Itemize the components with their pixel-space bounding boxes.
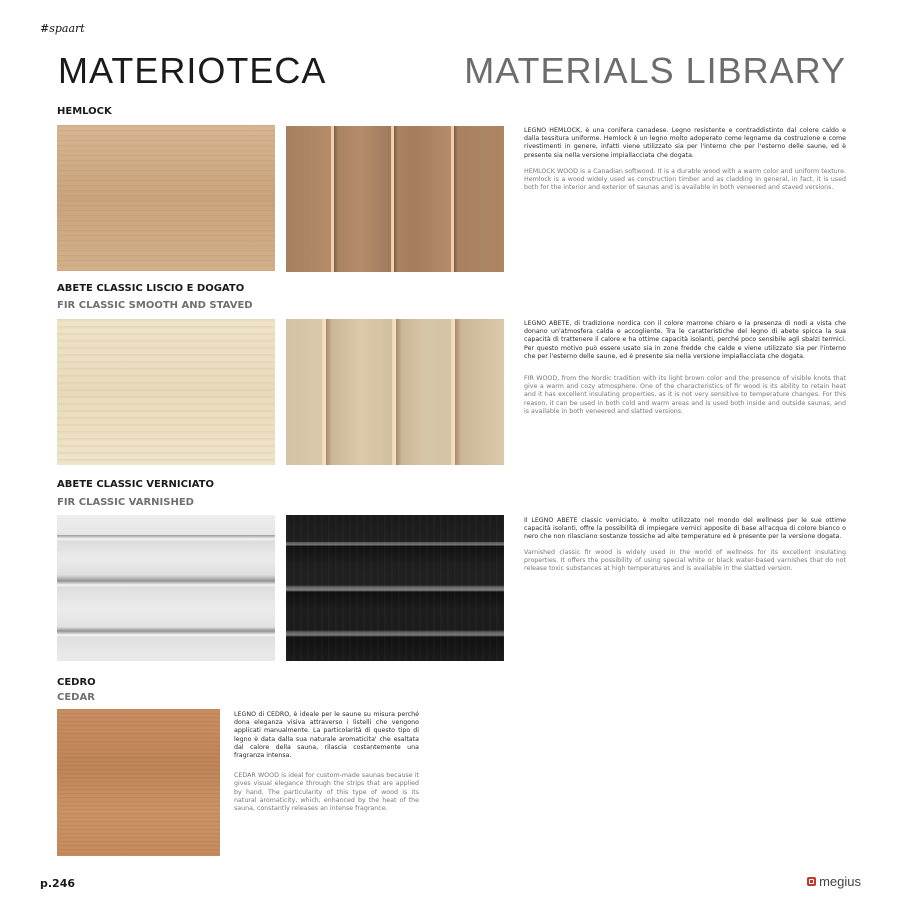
fir-varnished-description — [524, 517, 846, 573]
section-title-fir-classic: ABETE CLASSIC LISCIO E DOGATO — [57, 283, 245, 294]
section-title-hemlock: HEMLOCK — [57, 106, 112, 117]
page-title-italian: MATERIOTECA — [58, 50, 327, 91]
hemlock-smooth-swatch — [57, 125, 275, 271]
cedar-description-english: CEDAR WOOD is ideal for custom-made saunas because it gives visual elegance through the strips that are applied by hand. The particularity of this type of wood is its natural aromaticity, which, enhanced by the heat of the sauna, constantly releases an intense fragrance. — [234, 772, 419, 813]
page-title-english: MATERIALS LIBRARY — [464, 50, 846, 91]
section-subtitle-fir-classic: FIR CLASSIC SMOOTH AND STAVED — [57, 300, 253, 311]
hemlock-staved-swatch — [286, 126, 504, 272]
fir-classic-description-english: FIR WOOD, from the Nordic tradition with its light brown color and the presence of visible knots that give a warm and cozy atmosphere. One of the characteristics of fir wood is its ability to retain heat and it has excellent insulating properties, as it is not very sensitive to temperature changes. For this reason, it can be used in both cold and warm areas and is used both inside and outside saunas, and is available in both veneered and slatted versions. — [524, 375, 846, 415]
hemlock-description — [524, 127, 846, 192]
fir-varnished-description-english: Varnished classic fir wood is widely used in the world of wellness for its excellent insulating properties. It offers the possibility of using special white or black water-based varnishes that do not release toxic substances at high temperatures and is available in the slatted version. — [524, 548, 846, 573]
fir-staved-swatch — [286, 319, 504, 465]
hemlock-description-english: HEMLOCK WOOD is a Canadian softwood. It is a durable wood with a warm color and uniform texture. Hemlock is a wood widely used as construction timber and as cladding in general, in fact, it is used both for the interior and exterior of saunas and is available in both veneered and staved versions. — [524, 167, 846, 192]
section-subtitle-fir-varnished: FIR CLASSIC VARNISHED — [57, 497, 194, 508]
fir-smooth-swatch — [57, 319, 275, 465]
cedar-swatch — [57, 709, 220, 856]
fir-black-varnished-swatch — [286, 515, 504, 661]
fir-classic-description — [524, 320, 846, 416]
cedar-description-italian: LEGNO di CEDRO, è ideale per le saune su misura perché dona eleganza visiva attraverso i listelli che vengono applicati manualmente. La particolarità di questo tipo di legno è data dalla sua naturale aromaticita' che esaltata dal calore della sauna, rilascia costantemente una fragranza intensa. — [234, 711, 419, 760]
fir-varnished-description-italian: Il LEGNO ABETE classic verniciato, è molto utilizzato nel mondo del wellness per le sue ottime capacità isolanti, offre la possibilità di impiegare vernici apposite di base all'acqua di colore bianco o nero che non rilasciano sostanze tossiche ad alte temperature ed è presente per la versione dogata. — [524, 517, 846, 541]
page-number: p.246 — [40, 877, 76, 890]
section-title-cedar: CEDRO — [57, 677, 96, 688]
megius-logo-text: megius — [819, 874, 861, 889]
fir-classic-description-italian: LEGNO ABETE, di tradizione nordica con il colore marrone chiaro e la presenza di nodi a vista che donano un'atmosfera calda e accogliente. Tra le caratteristiche del legno di abete spicca la sua capacità di trattenere il calore e ha ottime capacità isolanti, perché poco sensibile agli sbalzi termici. Per questo motivo può essere usato sia in zone fredde che calde e viene utilizzato sia per l'interno che per l'esterno delle saune, ed è presente sia nella versione impiallacciata che dogata. — [524, 320, 846, 360]
section-subtitle-cedar: CEDAR — [57, 692, 95, 703]
fir-white-varnished-swatch — [57, 515, 275, 661]
megius-logo-mark-icon — [807, 877, 816, 886]
brand-tag: #spaart — [40, 22, 85, 35]
megius-logo — [807, 874, 861, 889]
section-title-fir-varnished: ABETE CLASSIC VERNICIATO — [57, 479, 214, 490]
cedar-description — [234, 711, 419, 813]
hemlock-description-italian: LEGNO HEMLOCK, è una conifera canadese. Legno resistente e contraddistinto dal colore caldo e dalla tessitura uniforme. Hemlock è un legno molto adoperato come legname da costruzione e come rivestimenti in genere, infatti viene utilizzato sia per l'interno che per l'esterno delle saune, ed è presente sia nella versione impiallacciata che dogata. — [524, 127, 846, 159]
